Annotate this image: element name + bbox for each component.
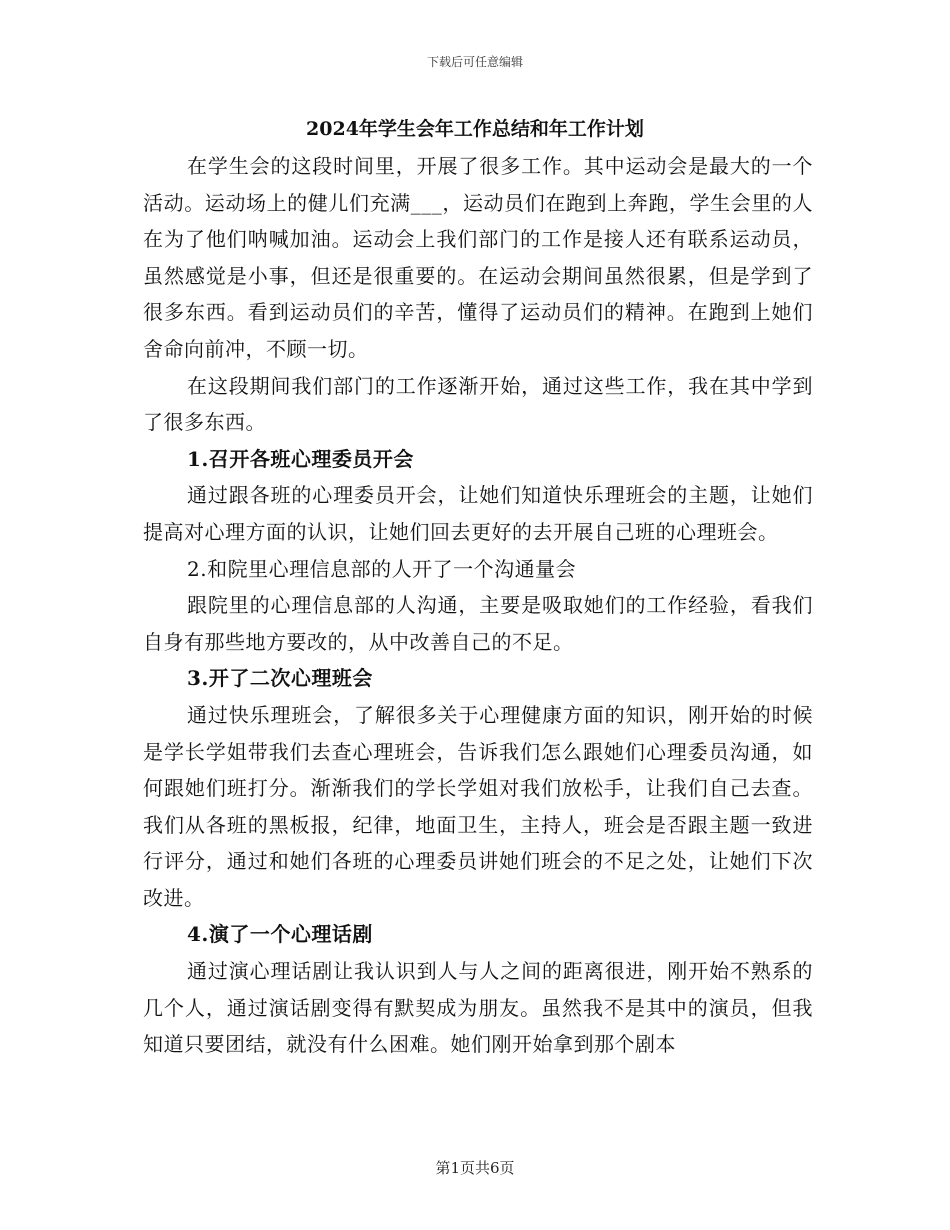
document-body	[143, 148, 813, 1063]
document-title: 2024年学生会年工作总结和年工作计划	[306, 118, 644, 140]
paragraph-section-3: 通过快乐理班会，了解很多关于心理健康方面的知识，刚开始的时候是学长学姐带我们去查心理班会，告诉我们怎么跟她们心理委员沟通，如何跟她们班打分。渐渐我们的学长学姐对我们放松手，让我们自己去查。我们从各班的黑板报，纪律，地面卫生，主持人，班会是否跟主题一致进行评分，通过和她们各班的心理委员讲她们班会的不足之处，让她们下次改进。	[143, 702, 813, 910]
paragraph-intro: 在学生会的这段时间里，开展了很多工作。其中运动会是最大的一个活动。运动场上的健儿们充满___，运动员们在跑到上奔跑，学生会里的人在为了他们呐喊加油。运动会上我们部门的工作是接人还有联系运动员，虽然感觉是小事，但还是很重要的。在运动会期间虽然很累，但是学到了很多东西。看到运动员们的辛苦，懂得了运动员们的精神。在跑到上她们舍命向前冲，不顾一切。	[143, 154, 813, 361]
section-heading-1: 1.召开各班心理委员开会	[187, 446, 414, 471]
page-number-footer: 第1页共6页	[435, 1159, 515, 1177]
paragraph-section-4: 通过演心理话剧让我认识到人与人之间的距离很进，刚开始不熟系的几个人，通过演话剧变得有默契成为朋友。虽然我不是其中的演员，但我知道只要团结，就没有什么困难。她们刚开始拿到那个剧本	[143, 959, 813, 1057]
section-heading-3: 3.开了二次心理班会	[187, 666, 373, 691]
paragraph-department-work: 在这段期间我们部门的工作逐渐开始，通过这些工作，我在其中学到了很多东西。	[143, 373, 813, 435]
paragraph-section-2: 跟院里的心理信息部的人沟通，主要是吸取她们的工作经验，看我们自身有那些地方要改的，从中改善自己的不足。	[143, 593, 813, 654]
section-heading-4: 4.演了一个心理话剧	[187, 922, 373, 947]
header-note: 下载后可任意编辑	[426, 55, 523, 69]
section-heading-2: 2.和院里心理信息部的人开了一个沟通量会	[187, 556, 577, 581]
paragraph-section-1: 通过跟各班的心理委员开会，让她们知道快乐理班会的主题，让她们提高对心理方面的认识，让她们回去更好的去开展自己班的心理班会。	[143, 483, 813, 544]
